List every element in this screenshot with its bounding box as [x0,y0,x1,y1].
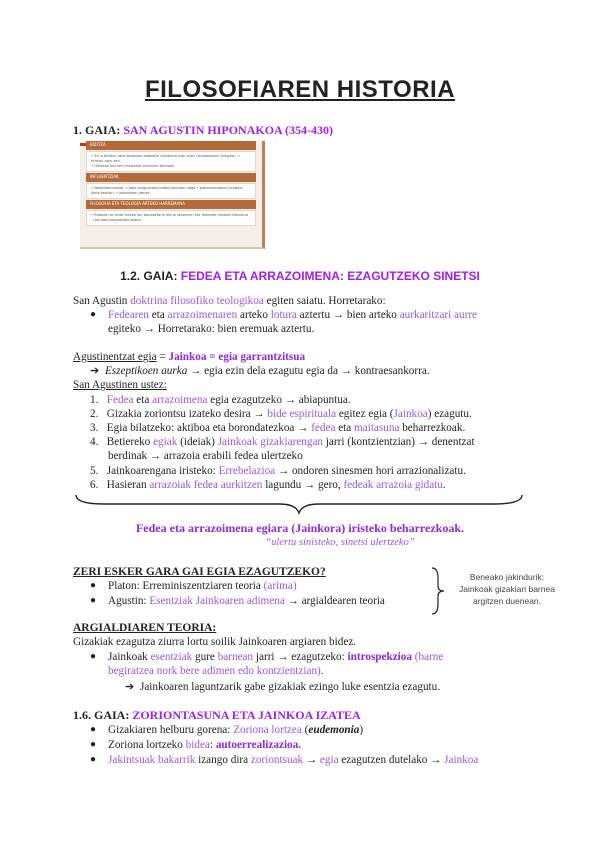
highlight: introspekzioa [347,651,412,663]
list-number: 1. [90,394,99,406]
paragraph [73,294,386,308]
list-item [90,464,466,478]
highlight: lotura [270,309,297,321]
highlight: bidea [185,739,210,751]
text: → ondoren sinesmen hori arrazionalizatu. [275,465,466,477]
quote: “ulertu sinisteko, sinetsi ulertzeko” [265,537,415,548]
highlight: arrazoimenaren [167,309,238,321]
arrow-line [90,364,430,378]
text: eta [149,309,168,321]
conclusion: Fedea eta arrazoimena egiara (Jainkora) iristeko beharrezkoak. [135,521,465,535]
bold-italic-text: eudemonia [308,724,360,736]
highlight: Jainkoa = egia garrantzitsua [168,351,306,363]
bullet-icon: ● [90,739,97,750]
text: (ideiak) [177,436,218,448]
text: Jainkoarengana iristeko: [106,465,219,477]
highlight: (arima) [263,580,297,592]
curly-brace-horizontal [74,493,524,515]
side-note-line: argitzen duenean. [472,596,542,606]
side-note-line: Jainkoak gizakiari barnea [459,584,555,594]
text: Zoriona lortzeko [108,739,186,751]
highlight: doktrina filosofiko teologikoa [130,295,264,307]
paragraph: Gizakiak ezagutza ziurra lortu soilik Jainkoaren argiaren bidez. [73,636,357,648]
text: ) [359,724,364,736]
underlined-text: Agustinentzat egia [73,351,157,363]
text: aztertu → bien arteko [296,309,400,321]
page-title: FILOSOFIAREN HISTORIA [144,76,456,103]
list-number: 6. [90,479,99,491]
bullet-line [108,308,477,322]
text: egitez egia ( [336,408,394,420]
text: Gizakiaren helburu gorena: [108,724,234,736]
highlight: fedea [311,422,336,434]
highlight: autoerrealizazioa. [215,739,302,751]
text: eta [335,422,355,434]
text: beharrezkoak. [399,422,466,434]
bullet-line [108,753,478,767]
arrow-line [125,680,440,694]
slide-box-1 [86,151,256,172]
text: Hasieran [106,479,150,491]
bullet-icon: ● [90,595,97,606]
highlight: arrazoimena [152,394,208,406]
slide-box-2 [86,183,256,199]
slide-text: • Neoplatonismoa → egia ezagutzeko bidea barnean dago • platonismoaren eragina ideia teorian → jainkoaren ideiak [91,186,243,195]
text: Agustin: [108,595,150,607]
list-number: 2. [90,408,99,420]
slide-text: • Hiltzean bai zen hasierako oinarrien bilatzen. [91,164,176,168]
text: izango dira [195,754,251,766]
slide-accent-bar [80,143,86,146]
text: → argialdearen teoria [284,595,385,607]
highlight: Jainkoak gizakiarengan [217,436,324,448]
highlight: fedeak arrazoia gidatu [343,479,443,491]
list-item-cont: berdinak → arrazoia erabili fedea ulertzeko [108,450,303,462]
text: . [320,665,324,677]
section-topic: FEDEA ETA ARRAZOIMENA: EZAGUTZEKO SINETSI [180,269,480,283]
section-topic: ZORIONTASUNA ETA JAINKOA IZATEA [132,708,361,722]
highlight: aurkaritzari aurre [399,309,478,321]
text: → [303,754,320,766]
section-1-prefix: 1. GAIA: [73,123,124,137]
bullet-icon: ● [90,580,97,591]
text: Platon: Erreminiszentziaren teoria [108,580,264,592]
bullet-line [108,723,363,737]
highlight: arrazoiak fedea aurkitzen [149,479,263,491]
highlight: begiratzea nork bere adimen edo kontzientzian) [108,665,321,677]
bullet-icon: ● [90,651,97,662]
text: → egia ezin dela ezagutu egia da → kontraesankorra. [187,365,430,377]
embedded-slide-image [80,141,265,249]
text: Jainkoak [108,651,151,663]
bullet-line [108,579,297,593]
text: San Agustin [73,295,131,307]
heading-argialdia: ARGIALDIAREN TEORIA: [73,622,217,634]
slide-text: • 35 urterekin bere bizitzako aldaketa handiena izan zuen (Anbrosioren eragina) → kristau egin zen. [91,154,240,163]
highlight: Errebelazioa [218,465,276,477]
highlight: bide espirituala [267,408,337,420]
highlight: Esentziak Jainkoaren adimena [149,595,285,607]
bullet-line [108,738,301,752]
highlight: Jainkoa [444,754,479,766]
list-number: 3. [90,422,99,434]
highlight: egia [319,754,339,766]
text: . [442,479,446,491]
list-number: 4. [90,436,99,448]
curly-brace-vertical [430,566,446,616]
text: Gizakia zoriontsu izateko desira → [106,408,268,420]
text: lagundu → gero, [262,479,344,491]
highlight: Fedea [106,394,134,406]
side-note [452,571,562,607]
slide-box-3 [86,210,256,226]
arrow-icon: ➔ [90,365,105,377]
bullet-line [108,594,385,608]
text: egia ezagutzeko → abiapuntua. [207,394,351,406]
list-item [90,393,351,407]
text: Betiereko [106,436,154,448]
highlight: Zoriona lortzea [233,724,302,736]
italic-text: Eszeptikoen aurka [104,365,188,377]
section-1-topic: SAN AGUSTIN HIPONAKOA (354-430) [123,123,334,137]
section-1-6-heading [73,708,361,722]
paragraph: San Agustinen ustez: [73,379,167,391]
bullet-line [108,650,443,664]
highlight: Fedearen [108,309,149,321]
section-1-2-heading [0,269,600,283]
text: gure [192,651,218,663]
highlight: zoriontsuak [250,754,304,766]
list-item [90,407,472,421]
bullet-icon: ● [90,309,97,320]
text: ezagutzen dutelako → [338,754,445,766]
text: = [156,351,169,363]
text: : [209,739,216,751]
highlight: maitasuna [354,422,400,434]
list-number: 5. [90,465,99,477]
text: jarri (kontzientzian) → denentzat [323,436,475,448]
section-prefix: 1.6. GAIA: [73,708,133,722]
text: Jainkoaren laguntzarik gabe gizakiak ezingo luke esentzia ezagutu. [139,681,441,693]
side-note-line: Beneako jakindurik: [469,572,545,582]
arrow-icon: ➔ [125,681,140,693]
paragraph [73,350,305,364]
text: jarri → ezagutzeko: [253,651,348,663]
highlight: Jakintsuak bakarrik [108,754,196,766]
highlight: (barne [411,651,444,663]
text: ( [301,724,309,736]
highlight: barnean [217,651,254,663]
list-item [90,421,465,435]
bullet-line-cont [108,664,324,678]
bullet-icon: ● [90,724,97,735]
bullet-line-cont: egiteko → Horretarako: bien eremuak aztertu. [108,323,315,335]
heading-zeri: ZERI ESKER GARA GAI EGIA EZAGUTZEKO? [73,566,326,578]
list-item [90,435,475,449]
bullet-icon: ● [90,754,97,765]
section-prefix: 1.2. GAIA: [120,269,181,283]
text: Egia bilatzeko: aktiboa eta borondatezkoa → [106,422,312,434]
text: eta [133,394,153,406]
slide-header-3: FILOSOFIA ETA TEOLOGIA ARTEKO HARREMANA [86,200,256,209]
slide-text: • Bilatzen ez dute arteko lan banaketarik eta arrazoiaren eta fedearen arteko elkarlana → Jainkoa ezagutzeko bidea [91,213,248,222]
section-1-heading [73,123,333,138]
text: egiten saiatu. Horretarako: [263,295,386,307]
highlight: esentziak [150,651,193,663]
slide-header-1: BIZITZA [86,141,256,150]
text: ) ezagutu. [427,408,472,420]
highlight: egiak [153,436,178,448]
text: arteko [237,309,271,321]
slide-header-2: INFLUENTZIAK [86,173,256,182]
list-item [90,478,446,492]
highlight: Jainkoa [393,408,428,420]
